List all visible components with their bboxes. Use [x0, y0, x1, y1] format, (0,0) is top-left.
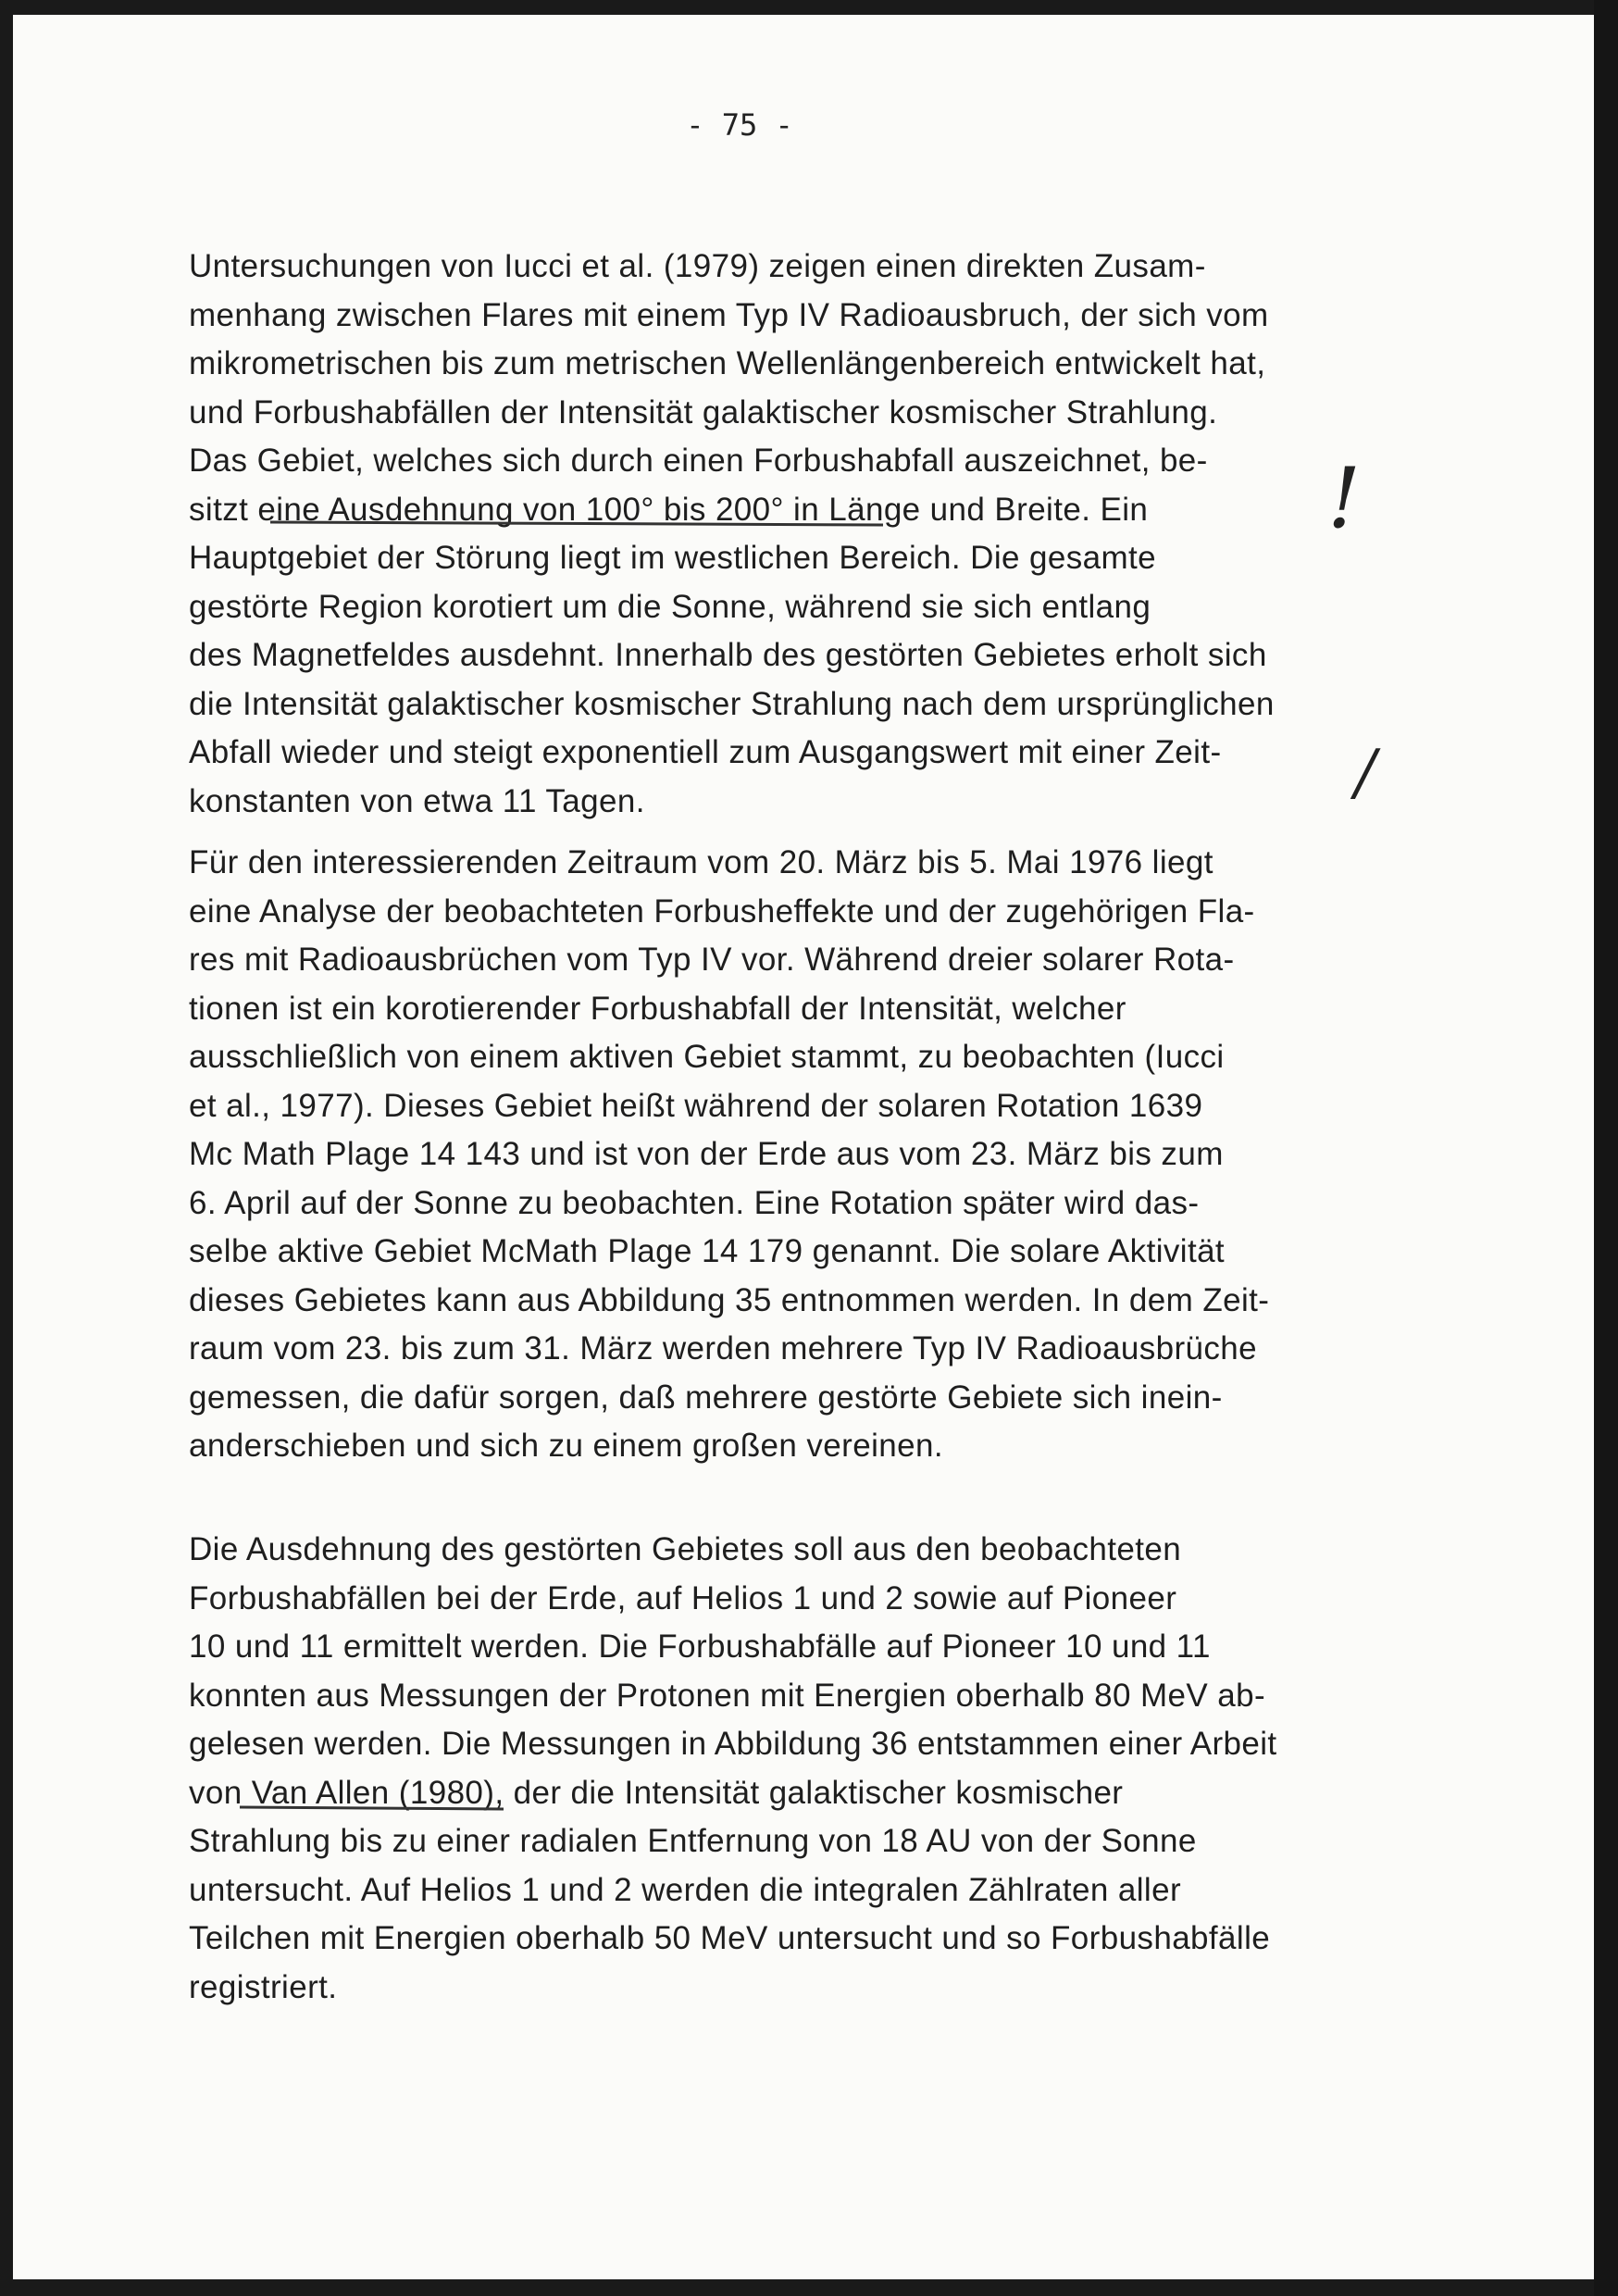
text-line: Strahlung bis zu einer radialen Entfernung von 18 AU von der Sonne — [189, 1823, 1197, 1859]
text-line: konstanten von etwa 11 Tagen. — [189, 782, 645, 819]
text-line: registriert. — [189, 1968, 338, 2005]
text-line: 6. April auf der Sonne zu beobachten. Eine Rotation später wird das- — [189, 1184, 1200, 1221]
text-line: selbe aktive Gebiet McMath Plage 14 179 genannt. Die solare Aktivität — [189, 1233, 1226, 1269]
scan-border — [1594, 0, 1618, 2296]
text-line: Die Ausdehnung des gestörten Gebietes soll aus den beobachteten — [189, 1531, 1182, 1567]
text-line: Das Gebiet, welches sich durch einen Forbushabfall auszeichnet, be- — [189, 443, 1208, 479]
text-line: menhang zwischen Flares mit einem Typ IV Radioausbruch, der sich vom — [189, 296, 1269, 333]
text-line: gestörte Region korotiert um die Sonne, während sie sich entlang — [189, 588, 1151, 625]
text-line: Für den interessierenden Zeitraum vom 20. März bis 5. Mai 1976 liegt — [189, 844, 1214, 880]
text-line: gemessen, die dafür sorgen, daß mehrere gestörte Gebiete sich inein- — [189, 1379, 1223, 1416]
text-line: Abfall wieder und steigt exponentiell zum Ausgangswert mit einer Zeit- — [189, 734, 1222, 770]
text-line: Teilchen mit Energien oberhalb 50 MeV untersucht und so Forbushabfälle — [189, 1920, 1271, 1956]
text-line: res mit Radioausbrüchen vom Typ IV vor. Während dreier solarer Rota- — [189, 942, 1235, 978]
text-line: die Intensität galaktischer kosmischer Strahlung nach dem ursprünglichen — [189, 685, 1275, 722]
text-line: des Magnetfeldes ausdehnt. Innerhalb des gestörten Gebietes erholt sich — [189, 637, 1267, 673]
text-line: et al., 1977). Dieses Gebiet heißt während der solaren Rotation 1639 — [189, 1087, 1203, 1124]
text-line: dieses Gebietes kann aus Abbildung 35 entnommen werden. In dem Zeit- — [189, 1281, 1270, 1318]
text-line-underlined: sitzt eine Ausdehnung von 100° bis 200° in Länge und Breite. Ein — [189, 491, 1149, 528]
text-line: Forbushabfällen bei der Erde, auf Helios 1 und 2 sowie auf Pioneer — [189, 1579, 1177, 1616]
text-line: mikrometrischen bis zum metrischen Wellenlängenbereich entwickelt hat, — [189, 345, 1266, 381]
text-line: gelesen werden. Die Messungen in Abbildung 36 entstammen einer Arbeit — [189, 1726, 1277, 1762]
paragraph-2 — [189, 839, 1269, 1471]
text-line: konnten aus Messungen der Protonen mit Energien oberhalb 80 MeV ab- — [189, 1677, 1266, 1714]
text-line: Hauptgebiet der Störung liegt im westlichen Bereich. Die gesamte — [189, 540, 1157, 576]
text-line: tionen ist ein korotierender Forbushabfall der Intensität, welcher — [189, 990, 1126, 1027]
text-line: 10 und 11 ermittelt werden. Die Forbushabfälle auf Pioneer 10 und 11 — [189, 1628, 1211, 1665]
text-line: anderschieben und sich zu einem großen vereinen. — [189, 1428, 943, 1464]
text-line: raum vom 23. bis zum 31. März werden mehrere Typ IV Radioausbrüche — [189, 1330, 1258, 1366]
page-number: - 75 - — [686, 107, 793, 143]
slash-mark: / — [1355, 737, 1376, 808]
paragraph-3 — [189, 1526, 1277, 2012]
text-line: Untersuchungen von Iucci et al. (1979) zeigen einen direkten Zusam- — [189, 248, 1206, 284]
text-line: untersucht. Auf Helios 1 und 2 werden die integralen Zählraten aller — [189, 1871, 1182, 1908]
document-page — [13, 15, 1594, 2279]
text-line-underlined: von Van Allen (1980), der die Intensität galaktischer kosmischer — [189, 1774, 1124, 1811]
paragraph-1 — [189, 243, 1275, 826]
text-line: und Forbushabfällen der Intensität galaktischer kosmischer Strahlung. — [189, 393, 1218, 430]
text-line: ausschließlich von einem aktiven Gebiet stammt, zu beobachten (Iucci — [189, 1039, 1225, 1075]
text-line: eine Analyse der beobachteten Forbusheffekte und der zugehörigen Fla- — [189, 892, 1255, 930]
exclamation-mark: ! — [1327, 450, 1362, 547]
text-line: Mc Math Plage 14 143 und ist von der Erde aus vom 23. März bis zum — [189, 1136, 1224, 1172]
